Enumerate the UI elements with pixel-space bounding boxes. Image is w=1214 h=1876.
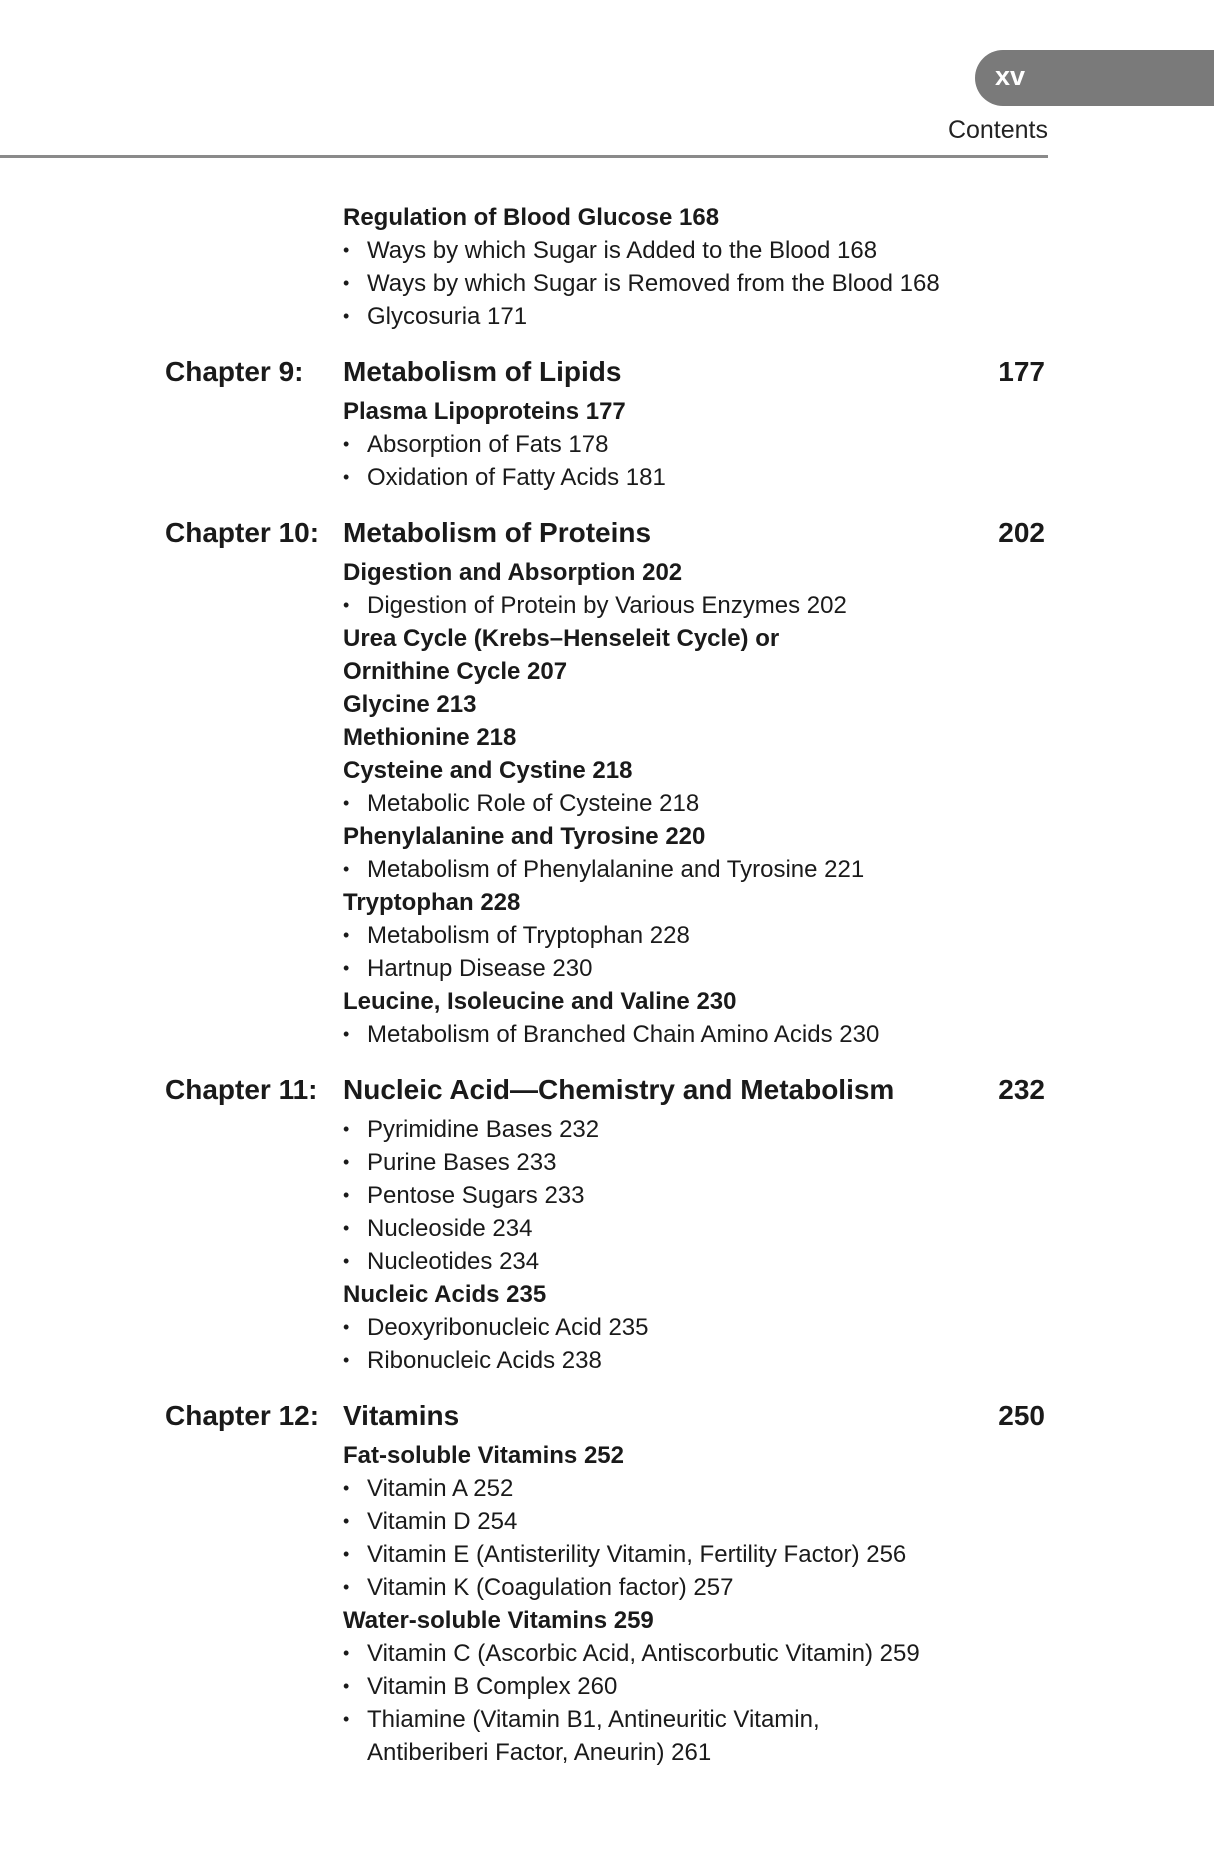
chapter-page: 250: [998, 1400, 1045, 1431]
section-entry: [0, 688, 1214, 721]
bullet-icon: •: [343, 958, 350, 978]
entry-text: Absorption of Fats 178: [367, 431, 609, 458]
subsection-entry: [0, 589, 1214, 622]
bullet-icon: •: [343, 1478, 350, 1498]
entry-text: Digestion and Absorption 202: [343, 559, 683, 586]
bullet-icon: •: [343, 467, 350, 487]
section-entry: [0, 721, 1214, 754]
bullet-icon: •: [343, 859, 350, 879]
entry-text: Vitamin A 252: [367, 1475, 514, 1502]
entry-text: Deoxyribonucleic Acid 235: [367, 1314, 649, 1341]
chapter-heading: [0, 1393, 1214, 1439]
subsection-entry: [0, 1113, 1214, 1146]
bullet-icon: •: [343, 240, 350, 260]
bullet-icon: •: [343, 1709, 350, 1729]
bullet-icon: •: [343, 1251, 350, 1271]
entry-text: Vitamin C (Ascorbic Acid, Antiscorbutic Vitamin) 259: [367, 1640, 920, 1667]
bullet-icon: •: [343, 793, 350, 813]
table-of-contents: [0, 201, 1214, 1769]
subsection-entry: [0, 234, 1214, 267]
entry-text: Nucleic Acids 235: [343, 1281, 547, 1308]
section-entry: [0, 754, 1214, 787]
entry-text: Vitamin K (Coagulation factor) 257: [367, 1574, 734, 1601]
chapter-title: Metabolism of Lipids: [343, 356, 622, 387]
bullet-icon: •: [343, 1676, 350, 1696]
subsection-entry: [0, 1245, 1214, 1278]
subsection-entry: [0, 1538, 1214, 1571]
subsection-entry: [0, 1670, 1214, 1703]
entry-text: Metabolism of Tryptophan 228: [367, 922, 690, 949]
page-number-tab: [975, 50, 1214, 106]
entry-text: Leucine, Isoleucine and Valine 230: [343, 988, 737, 1015]
section-entry: [0, 201, 1214, 234]
subsection-entry: [0, 1505, 1214, 1538]
bullet-icon: •: [343, 434, 350, 454]
entry-text: Ways by which Sugar is Removed from the Blood 168: [367, 270, 940, 297]
entry-text: Thiamine (Vitamin B1, Antineuritic Vitamin,: [367, 1706, 820, 1733]
section-entry: [0, 886, 1214, 919]
chapter-number: Chapter 10:: [165, 517, 320, 548]
subsection-entry: [0, 1703, 1214, 1736]
bullet-icon: •: [343, 1511, 350, 1531]
subsection-entry: [0, 1179, 1214, 1212]
entry-text: Metabolism of Branched Chain Amino Acids 230: [367, 1021, 880, 1048]
entry-text: Water-soluble Vitamins 259: [343, 1607, 654, 1634]
entry-text: Plasma Lipoproteins 177: [343, 398, 626, 425]
chapter-page: 177: [998, 356, 1045, 387]
bullet-icon: •: [343, 306, 350, 326]
section-entry: [0, 655, 1214, 688]
running-title: Contents: [947, 116, 1048, 144]
chapter-title: Metabolism of Proteins: [343, 517, 652, 548]
section-entry: [0, 556, 1214, 589]
section-entry: [0, 1439, 1214, 1472]
bullet-icon: •: [343, 1024, 350, 1044]
entry-text: Vitamin D 254: [367, 1508, 518, 1535]
entry-text: Vitamin E (Antisterility Vitamin, Fertility Factor) 256: [367, 1541, 907, 1568]
subsection-entry: [0, 1637, 1214, 1670]
bullet-icon: •: [343, 1350, 350, 1370]
entry-text: Pentose Sugars 233: [367, 1182, 585, 1209]
header-rule: [0, 155, 1048, 158]
entry-text: Purine Bases 233: [367, 1149, 557, 1176]
entry-text: Nucleoside 234: [367, 1215, 533, 1242]
entry-text: Ways by which Sugar is Added to the Blood 168: [367, 237, 878, 264]
bullet-icon: •: [343, 1119, 350, 1139]
entry-text: Cysteine and Cystine 218: [343, 757, 633, 784]
subsection-entry: [0, 1571, 1214, 1604]
section-entry: [0, 820, 1214, 853]
entry-text: Regulation of Blood Glucose 168: [343, 204, 720, 231]
subsection-entry: [0, 1212, 1214, 1245]
chapter-heading: [0, 1067, 1214, 1113]
page-number: xv: [995, 61, 1026, 91]
entry-text: Nucleotides 234: [367, 1248, 540, 1275]
chapter-title: Vitamins: [343, 1400, 460, 1431]
section-entry: [0, 985, 1214, 1018]
chapter-heading: [0, 510, 1214, 556]
entry-text: Fat-soluble Vitamins 252: [343, 1442, 624, 1469]
subsection-entry: [0, 919, 1214, 952]
entry-text: Metabolism of Phenylalanine and Tyrosine 221: [367, 856, 865, 883]
chapter-number: Chapter 11:: [165, 1074, 318, 1105]
entry-text: Pyrimidine Bases 232: [367, 1116, 600, 1143]
chapter-number: Chapter 12:: [165, 1400, 320, 1431]
subsection-entry: [0, 1311, 1214, 1344]
subsection-entry: [0, 267, 1214, 300]
section-entry: [0, 1604, 1214, 1637]
entry-text: Antiberiberi Factor, Aneurin) 261: [367, 1739, 712, 1766]
subsection-entry: [0, 1736, 1214, 1769]
entry-text: Digestion of Protein by Various Enzymes 202: [367, 592, 847, 619]
subsection-entry: [0, 428, 1214, 461]
entry-text: Hartnup Disease 230: [367, 955, 593, 982]
bullet-icon: •: [343, 1152, 350, 1172]
entry-text: Metabolic Role of Cysteine 218: [367, 790, 700, 817]
entry-text: Vitamin B Complex 260: [367, 1673, 618, 1700]
bullet-icon: •: [343, 273, 350, 293]
bullet-icon: •: [343, 1317, 350, 1337]
chapter-page: 202: [998, 517, 1045, 548]
entry-text: Urea Cycle (Krebs–Henseleit Cycle) or: [343, 625, 780, 652]
subsection-entry: [0, 300, 1214, 333]
chapter-page: 232: [998, 1074, 1045, 1105]
bullet-icon: •: [343, 1643, 350, 1663]
subsection-entry: [0, 461, 1214, 494]
subsection-entry: [0, 1146, 1214, 1179]
bullet-icon: •: [343, 925, 350, 945]
subsection-entry: [0, 787, 1214, 820]
entry-text: Tryptophan 228: [343, 889, 521, 916]
entry-text: Glycosuria 171: [367, 303, 528, 330]
bullet-icon: •: [343, 1544, 350, 1564]
subsection-entry: [0, 952, 1214, 985]
entry-text: Ribonucleic Acids 238: [367, 1347, 602, 1374]
subsection-entry: [0, 1344, 1214, 1377]
bullet-icon: •: [343, 1218, 350, 1238]
section-entry: [0, 622, 1214, 655]
entry-text: Glycine 213: [343, 691, 477, 718]
chapter-title: Nucleic Acid—Chemistry and Metabolism: [343, 1074, 895, 1105]
entry-text: Phenylalanine and Tyrosine 220: [343, 823, 706, 850]
entry-text: Methionine 218: [343, 724, 517, 751]
section-entry: [0, 1278, 1214, 1311]
subsection-entry: [0, 1472, 1214, 1505]
entry-text: Ornithine Cycle 207: [343, 658, 568, 685]
bullet-icon: •: [343, 595, 350, 615]
chapter-heading: [0, 349, 1214, 395]
subsection-entry: [0, 853, 1214, 886]
subsection-entry: [0, 1018, 1214, 1051]
bullet-icon: •: [343, 1577, 350, 1597]
section-entry: [0, 395, 1214, 428]
bullet-icon: •: [343, 1185, 350, 1205]
chapter-number: Chapter 9:: [165, 356, 304, 387]
entry-text: Oxidation of Fatty Acids 181: [367, 464, 666, 491]
